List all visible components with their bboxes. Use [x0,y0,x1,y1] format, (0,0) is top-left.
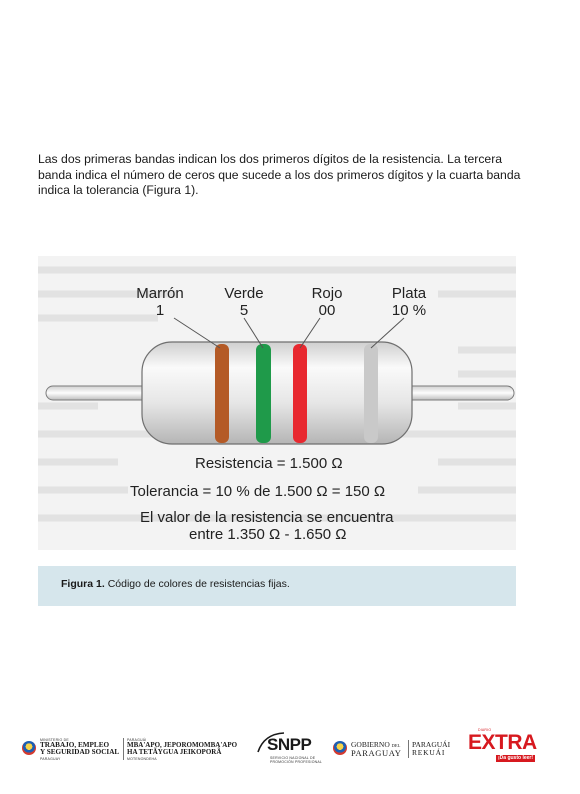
snpp-text: SNPP [267,735,312,754]
ministry-logo [22,728,120,768]
band-label-green: Verde [224,285,264,302]
caption-label: Figura 1. [61,578,105,590]
band-brown [215,344,229,443]
band-green [256,344,271,443]
resistor-figure [38,256,516,550]
ministry-line-2: Y SEGURIDAD SOCIAL [40,748,120,756]
band-label-silver: Plata [391,285,427,302]
snpp-logo [254,728,324,768]
band-label-brown: Marrón [136,285,184,302]
ministry-top-text: MINISTERIO DE [40,738,69,742]
resistance-equation: Resistencia = 1.500 Ω [195,455,343,472]
guarani-line-2: HA TETÃYGUA JEIKOPORÃ [127,748,222,756]
band-value-green: 5 [239,302,249,319]
range-line-1: El valor de la resistencia se encuentra [140,509,394,526]
guarani-ministry-logo [127,728,245,768]
ministry-line-1: TRABAJO, EMPLEO [40,741,110,749]
tolerance-equation: Tolerancia = 10 % de 1.500 Ω = 150 Ω [130,483,386,500]
gobierno-right-1: PARAGUÁI [412,740,451,749]
gobierno-divider [408,740,409,758]
extra-top-text: DIARIO [478,728,492,732]
band-silver [364,344,378,443]
gobierno-logo [333,728,459,768]
band-red [293,344,307,443]
guarani-bottom-text: MOTENONDEHA [127,757,157,761]
snpp-sub-1: SERVICIO NACIONAL DE [270,756,316,760]
guarani-line-1: MBA'APO, JEPOROMOMBA'APO [127,741,238,749]
extra-text: EXTRA [468,731,537,754]
gobierno-right-2: REKUÁI [412,748,446,757]
band-label-red: Rojo [311,285,343,302]
paraguay-shield-icon [22,741,36,755]
footer-logos [22,728,550,768]
range-line-2: entre 1.350 Ω - 1.650 Ω [189,526,347,543]
logo-divider [123,738,124,760]
band-value-brown: 1 [155,302,165,319]
band-value-silver: 10 % [391,302,427,319]
ministry-bottom-text: PARAGUAY [40,757,61,761]
figure-caption [38,566,516,606]
caption-text: Código de colores de resistencias fijas. [107,578,290,590]
resistor-diagram [38,256,516,550]
gobierno-shield-icon [333,741,347,755]
gobierno-line-2: PARAGUAY [351,748,402,758]
band-value-red: 00 [318,302,336,319]
gobierno-del: DEL [391,743,401,748]
guarani-top-text: PARAGUÁI [127,738,147,742]
snpp-sub-2: PROMOCIÓN PROFESIONAL [270,760,323,764]
diario-extra-logo [468,728,548,768]
intro-paragraph: Las dos primeras bandas indican los dos primeros dígitos de la resistencia. La tercera banda indica el número de ceros que sucede a los dos primeros dígitos y la cuarta banda indica la tolerancia (Figura 1). [38,152,521,197]
extra-tagline: ¡Da gusto leer! [498,755,534,761]
gobierno-line-1: GOBIERNO [351,740,390,749]
